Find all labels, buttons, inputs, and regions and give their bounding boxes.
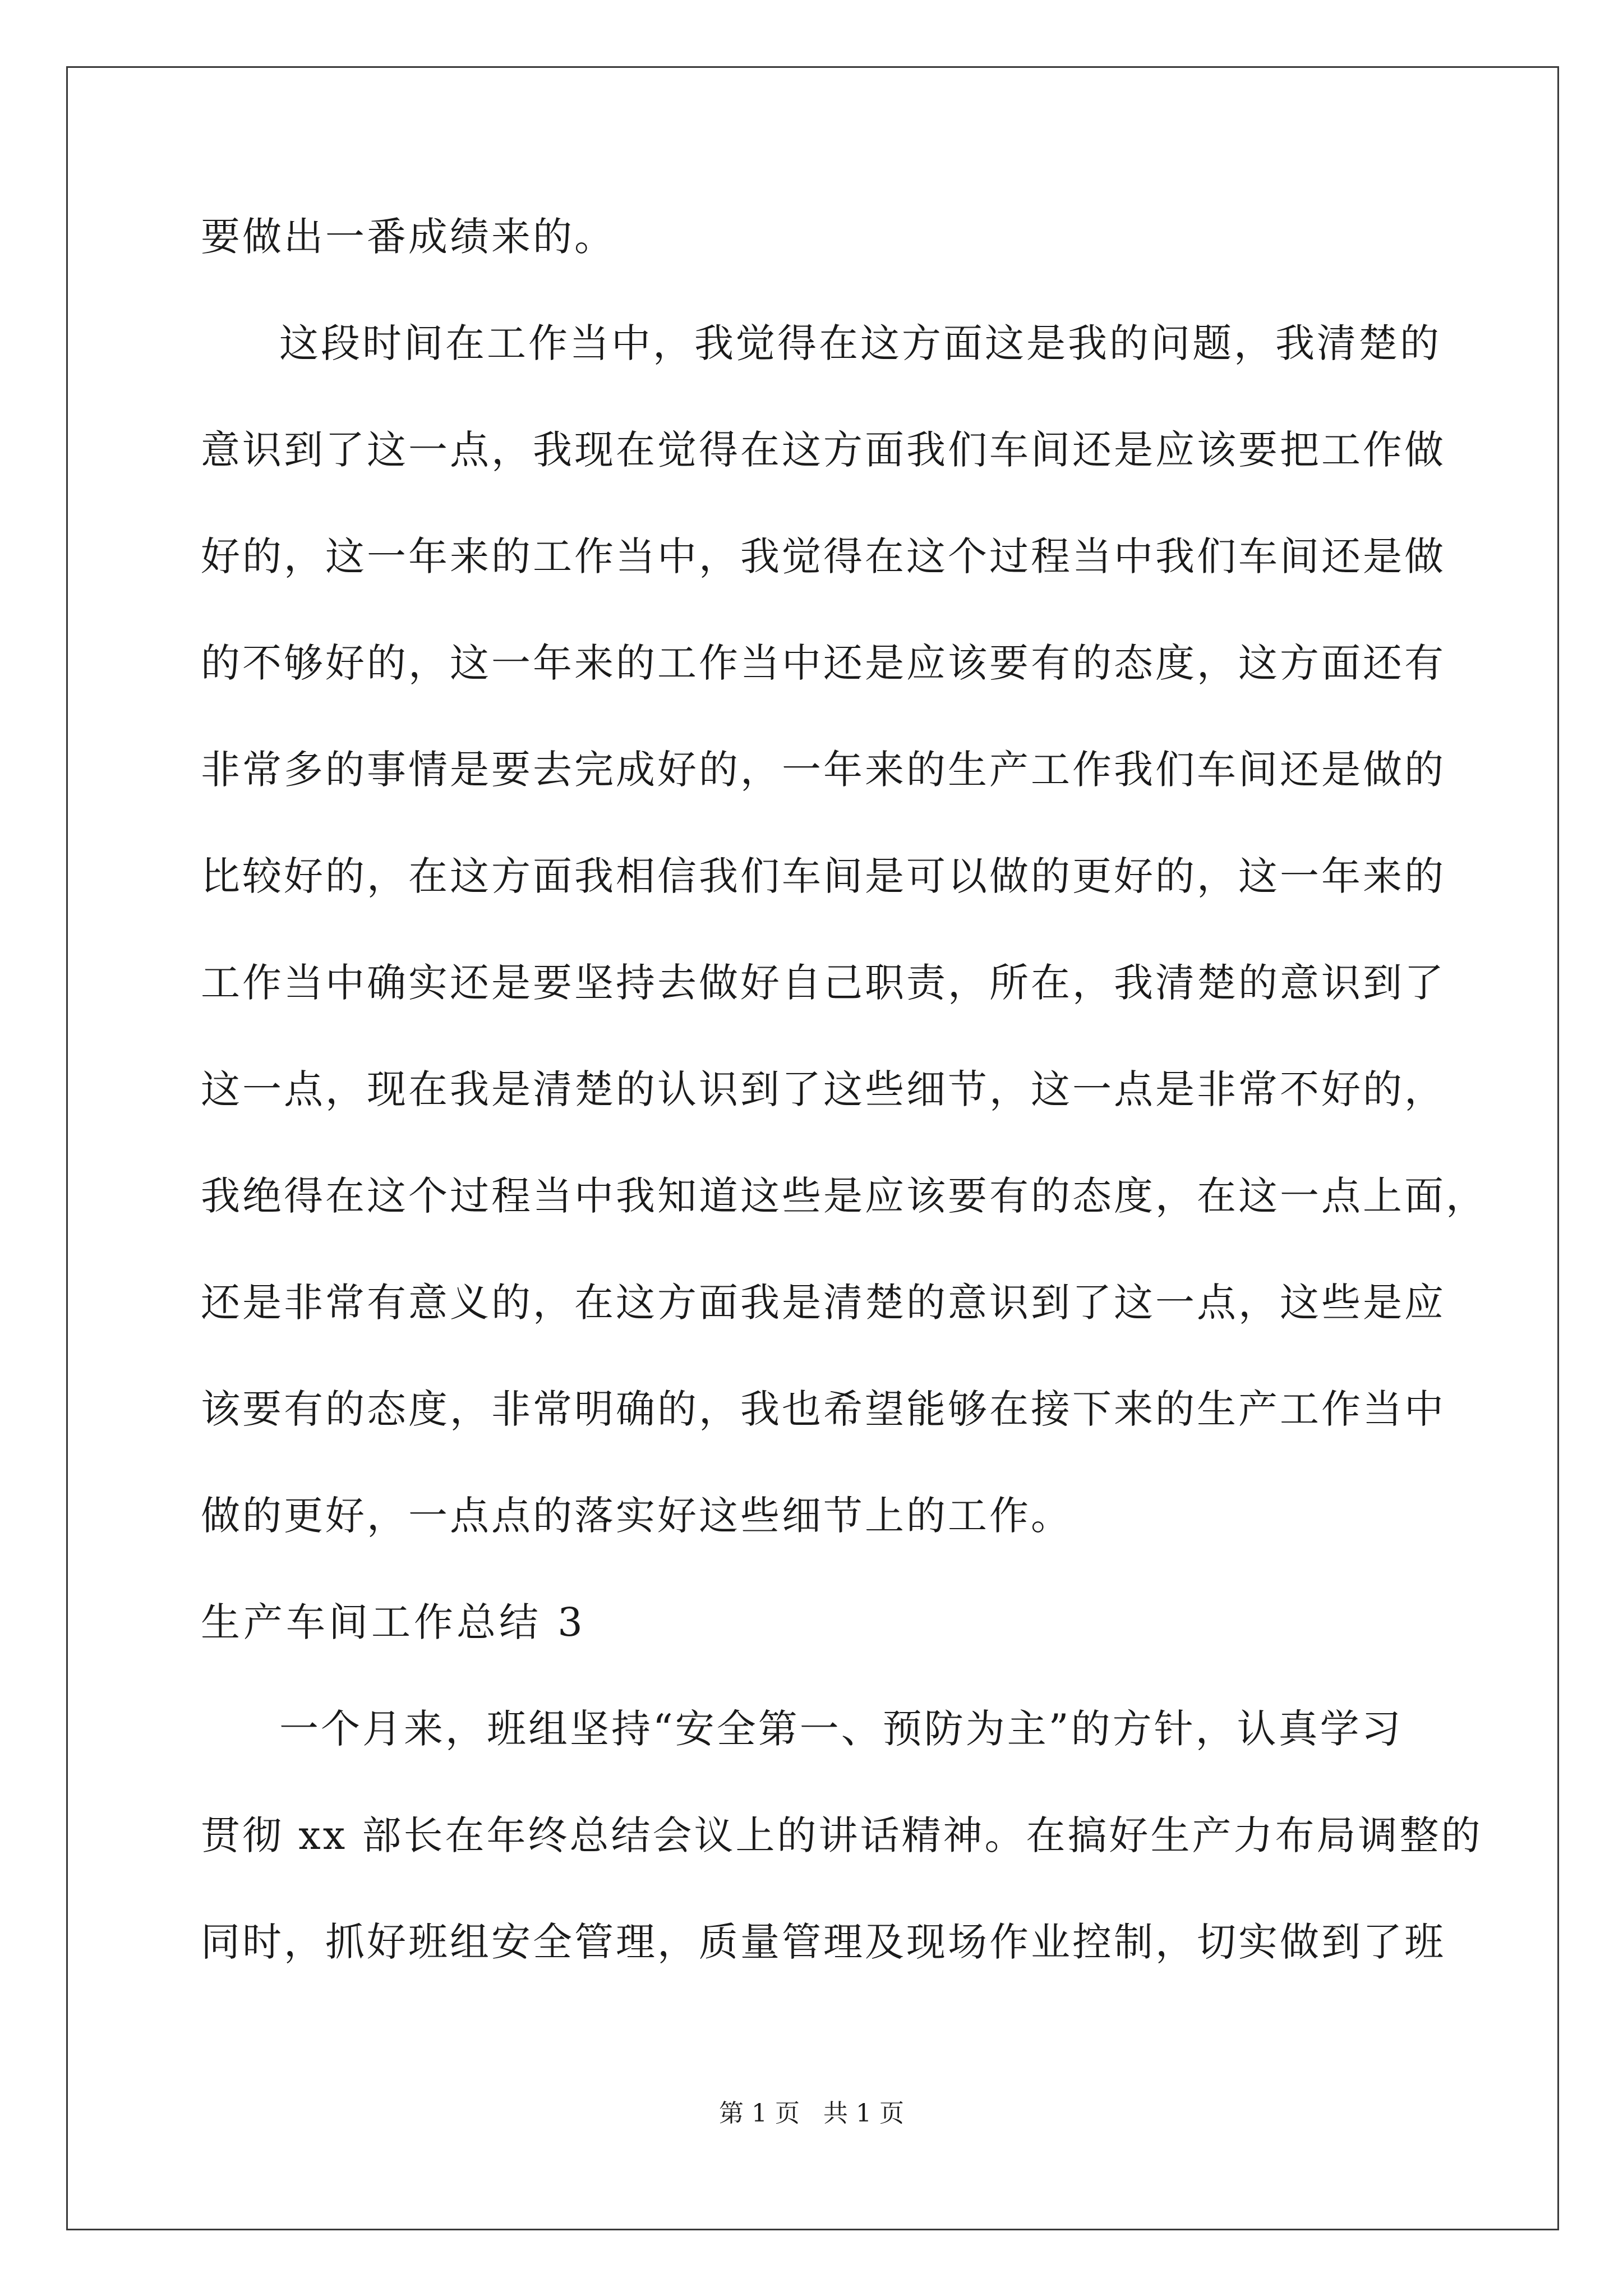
text-line: 的不够好的，这一年来的工作当中还是应该要有的态度，这方面还有 <box>201 640 1446 686</box>
text-line: 工作当中确实还是要坚持去做好自己职责，所在，我清楚的意识到了 <box>201 960 1446 1006</box>
text-line: 意识到了这一点，我现在觉得在这方面我们车间还是应该要把工作做 <box>201 427 1446 473</box>
page-footer: 第 1 页 共 1 页 <box>719 2099 904 2128</box>
text-line: 比较好的，在这方面我相信我们车间是可以做的更好的，这一年来的 <box>201 853 1446 899</box>
text-line: 该要有的态度，非常明确的，我也希望能够在接下来的生产工作当中 <box>201 1386 1446 1432</box>
document-body <box>201 203 1487 2015</box>
text-line: 做的更好，一点点的落实好这些细节上的工作。 <box>201 1493 1072 1539</box>
text-line: 非常多的事情是要去完成好的，一年来的生产工作我们车间还是做的 <box>201 747 1446 793</box>
text-line: 贯彻 xx 部长在年终总结会议上的讲话精神。在搞好生产力布局调整的 <box>201 1812 1483 1858</box>
text-line: 我绝得在这个过程当中我知道这些是应该要有的态度，在这一点上面， <box>201 1173 1487 1219</box>
text-line: 要做出一番成绩来的。 <box>201 214 616 260</box>
text-line: 好的，这一年来的工作当中，我觉得在这个过程当中我们车间还是做 <box>201 533 1446 579</box>
text-line: 这段时间在工作当中，我觉得在这方面这是我的问题，我清楚的 <box>279 320 1441 366</box>
section-heading: 生产车间工作总结 3 <box>201 1599 586 1645</box>
text-line: 同时，抓好班组安全管理，质量管理及现场作业控制，切实做到了班 <box>201 1919 1446 1965</box>
text-line: 这一点，现在我是清楚的认识到了这些细节，这一点是非常不好的， <box>201 1066 1446 1112</box>
text-line: 还是非常有意义的，在这方面我是清楚的意识到了这一点，这些是应 <box>201 1280 1446 1326</box>
text-line: 一个月来，班组坚持“安全第一、预防为主”的方针，认真学习 <box>279 1706 1403 1752</box>
